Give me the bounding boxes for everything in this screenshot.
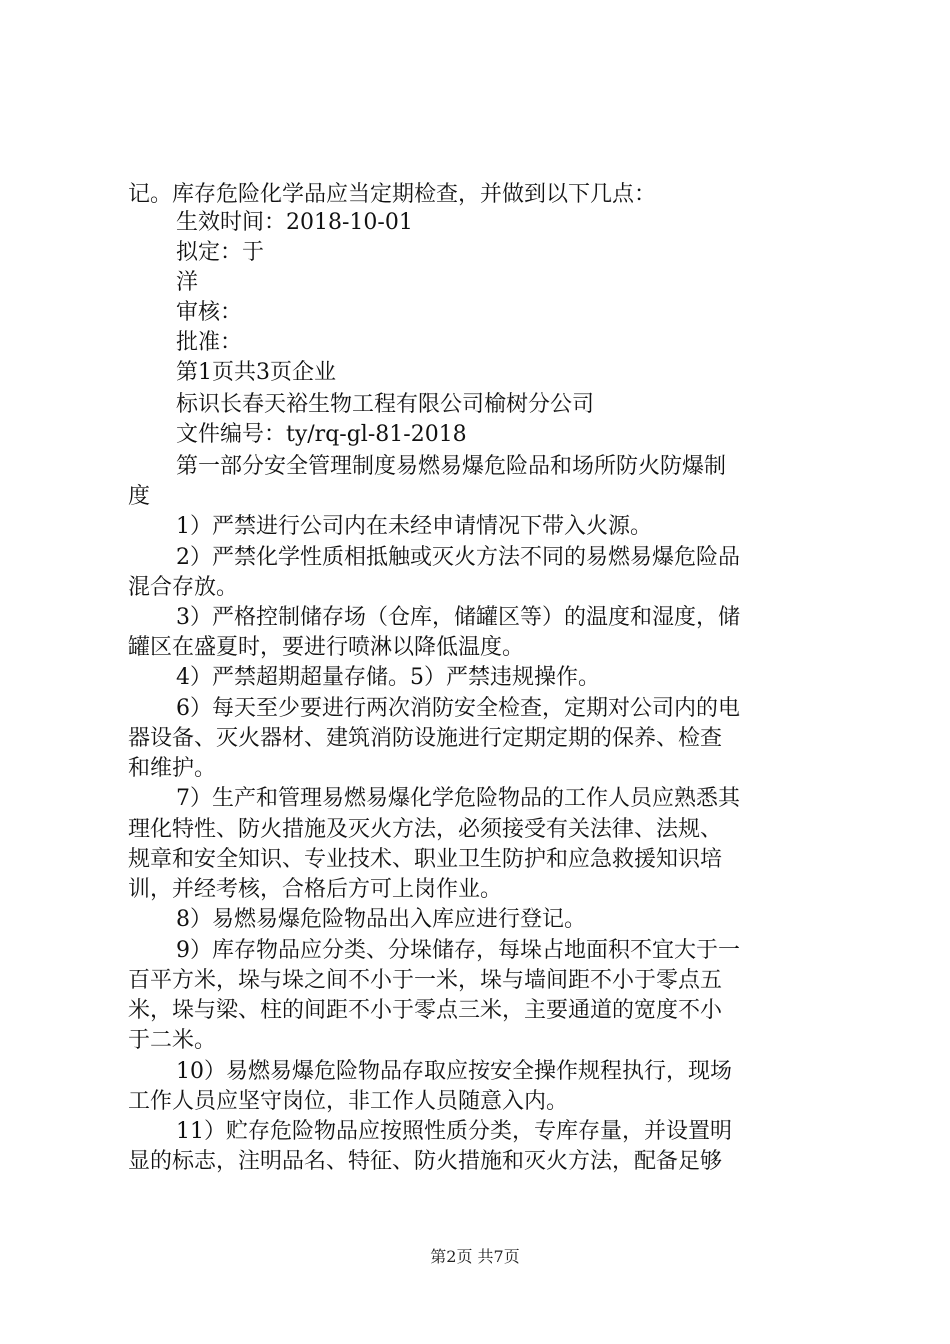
paragraph-line: 10）易燃易爆危险物品存取应按安全操作规程执行，现场 — [176, 1059, 732, 1084]
page-indicator: 第2页 共7页 — [430, 1247, 520, 1266]
effective-date-line: 生效时间：2018-10-01 — [176, 210, 413, 235]
paragraph-line: 2）严禁化学性质相抵触或灭火方法不同的易燃易爆危险品 — [176, 545, 740, 570]
company-identifier-line: 标识长春天裕生物工程有限公司榆树分公司 — [176, 392, 595, 417]
paragraph-line: 训，并经考核，合格后方可上岗作业。 — [128, 877, 503, 902]
paragraph-line: 8）易燃易爆危险物品出入库应进行登记。 — [176, 907, 586, 932]
paragraph-line: 米，垛与梁、柱的间距不小于零点三米，主要通道的宽度不小 — [128, 998, 723, 1023]
paragraph-line: 百平方米，垛与垛之间不小于一米，垛与墙间距不小于零点五 — [128, 968, 723, 993]
drafted-by-name-line: 洋 — [176, 270, 199, 295]
approved-by-line: 批准： — [176, 330, 243, 355]
paragraph-line: 3）严格控制储存场（仓库，储罐区等）的温度和湿度，储 — [176, 605, 740, 630]
paragraph-line: 罐区在盛夏时，要进行喷淋以降低温度。 — [128, 635, 525, 660]
paragraph-line: 和维护。 — [128, 756, 217, 781]
section-title-line: 第一部分安全管理制度易燃易爆危险品和场所防火防爆制 — [176, 454, 727, 479]
reviewed-by-line: 审核： — [176, 300, 243, 325]
page-count-line: 第1页共3页企业 — [176, 360, 336, 385]
section-title-line: 度 — [128, 484, 151, 509]
paragraph-line: 4）严禁超期超量存储。5）严禁违规操作。 — [176, 665, 600, 690]
paragraph-line: 器设备、灭火器材、建筑消防设施进行定期定期的保养、检查 — [128, 726, 723, 751]
paragraph-line: 9）库存物品应分类、分垛储存，每垛占地面积不宜大于一 — [176, 938, 740, 963]
paragraph-line: 显的标志，注明品名、特征、防火措施和灭火方法，配备足够 — [128, 1149, 723, 1174]
text-line: 记。库存危险化学品应当定期检查，并做到以下几点： — [128, 182, 657, 207]
paragraph-line: 6）每天至少要进行两次消防安全检查，定期对公司内的电 — [176, 696, 740, 721]
page-footer — [0, 1246, 950, 1268]
paragraph-line: 11）贮存危险物品应按照性质分类，专库存量，并设置明 — [176, 1119, 732, 1144]
paragraph-line: 规章和安全知识、专业技术、职业卫生防护和应急救援知识培 — [128, 847, 723, 872]
paragraph-line: 1）严禁进行公司内在未经申请情况下带入火源。 — [176, 514, 652, 539]
paragraph-line: 于二米。 — [128, 1028, 217, 1053]
paragraph-line: 工作人员应坚守岗位，非工作人员随意入内。 — [128, 1089, 569, 1114]
drafted-by-line: 拟定：于 — [176, 240, 265, 265]
paragraph-line: 理化特性、防火措施及灭火方法，必须接受有关法律、法规、 — [128, 817, 723, 842]
document-number-line: 文件编号：ty/rq-gl-81-2018 — [176, 422, 467, 447]
paragraph-line: 7）生产和管理易燃易爆化学危险物品的工作人员应熟悉其 — [176, 786, 740, 811]
paragraph-line: 混合存放。 — [128, 575, 239, 600]
